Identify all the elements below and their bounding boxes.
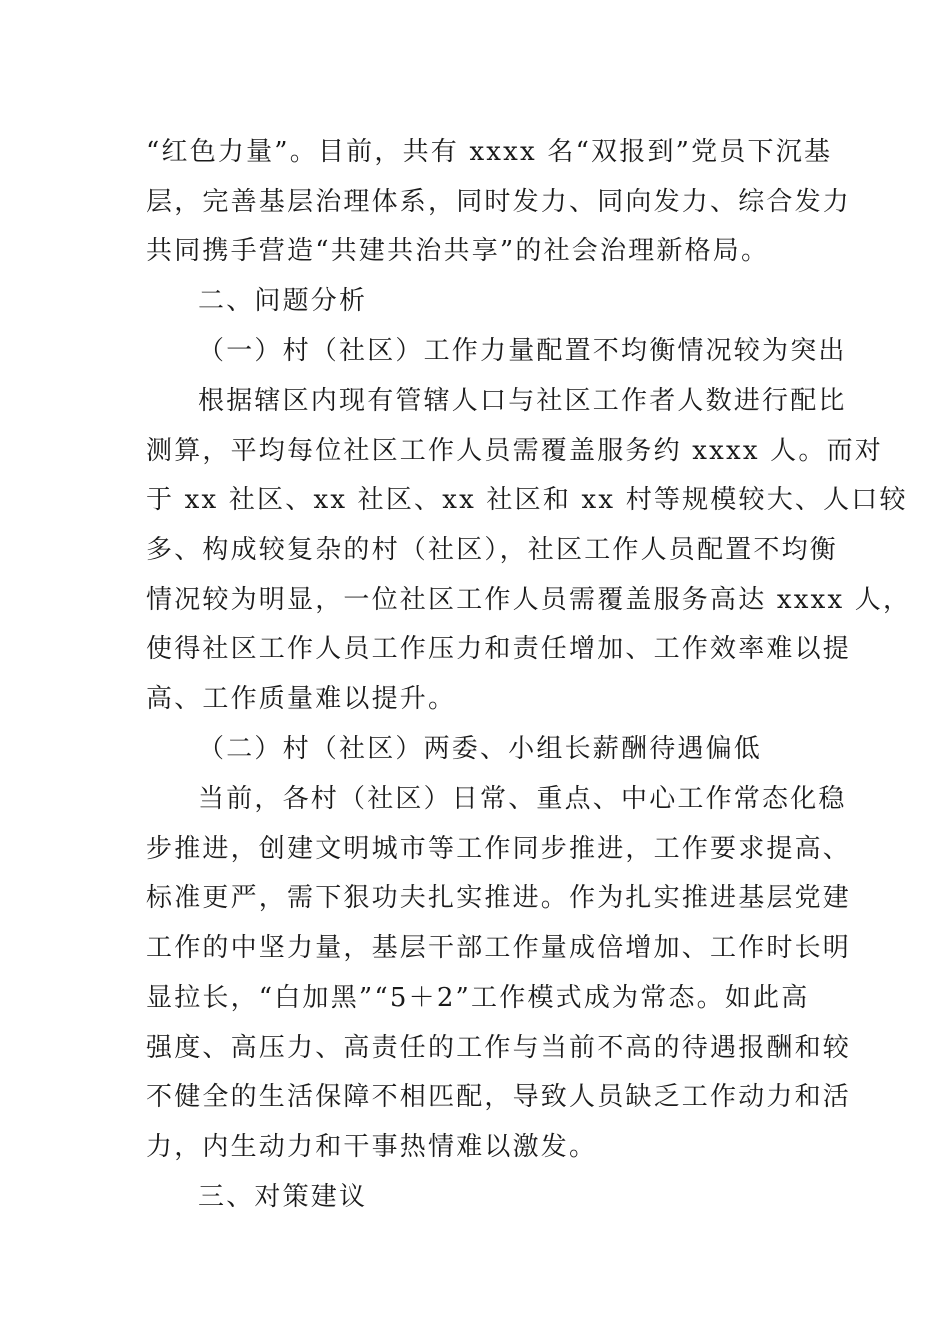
section-heading: 二、问题分析 <box>198 286 368 316</box>
body-line: 多、构成较复杂的村（社区），社区工作人员配置不均衡 <box>146 535 839 565</box>
body-line: 不健全的生活保障不相匹配，导致人员缺乏工作动力和活 <box>146 1082 852 1112</box>
body-line: 根据辖区内现有管辖人口与社区工作者人数进行配比 <box>198 386 847 416</box>
body-line: 层，完善基层治理体系，同时发力、同向发力、综合发力 <box>146 187 852 217</box>
body-line: 情况较为明显，一位社区工作人员需覆盖服务高达 xxxx 人， <box>146 585 912 615</box>
subsection-heading: （一）村（社区）工作力量配置不均衡情况较为突出 <box>198 336 847 366</box>
body-line: “红色力量”。目前，共有 xxxx 名“双报到”党员下沉基 <box>146 137 833 167</box>
body-line: 于 xx 社区、xx 社区、xx 社区和 xx 村等规模较大、人口较 <box>146 485 908 515</box>
body-line: 高、工作质量难以提升。 <box>146 684 457 714</box>
body-line: 标准更严，需下狠功夫扎实推进。作为扎实推进基层党建 <box>146 883 852 913</box>
body-line: 共同携手营造“共建共治共享”的社会治理新格局。 <box>146 236 770 266</box>
body-line: 步推进，创建文明城市等工作同步推进，工作要求提高、 <box>146 834 852 864</box>
body-line: 工作的中坚力量，基层干部工作量成倍增加、工作时长明 <box>146 933 852 963</box>
body-line: 显拉长，“白加黑”“5＋2”工作模式成为常态。如此高 <box>146 983 810 1013</box>
body-line: 当前，各村（社区）日常、重点、中心工作常态化稳 <box>198 784 847 814</box>
body-line: 力，内生动力和干事热情难以激发。 <box>146 1132 598 1162</box>
body-line: 使得社区工作人员工作压力和责任增加、工作效率难以提 <box>146 634 852 664</box>
section-heading: 三、对策建议 <box>198 1182 368 1212</box>
body-line: 测算，平均每位社区工作人员需覆盖服务约 xxxx 人。而对 <box>146 436 883 466</box>
subsection-heading: （二）村（社区）两委、小组长薪酬待遇偏低 <box>198 734 763 764</box>
body-line: 强度、高压力、高责任的工作与当前不高的待遇报酬和较 <box>146 1033 852 1063</box>
